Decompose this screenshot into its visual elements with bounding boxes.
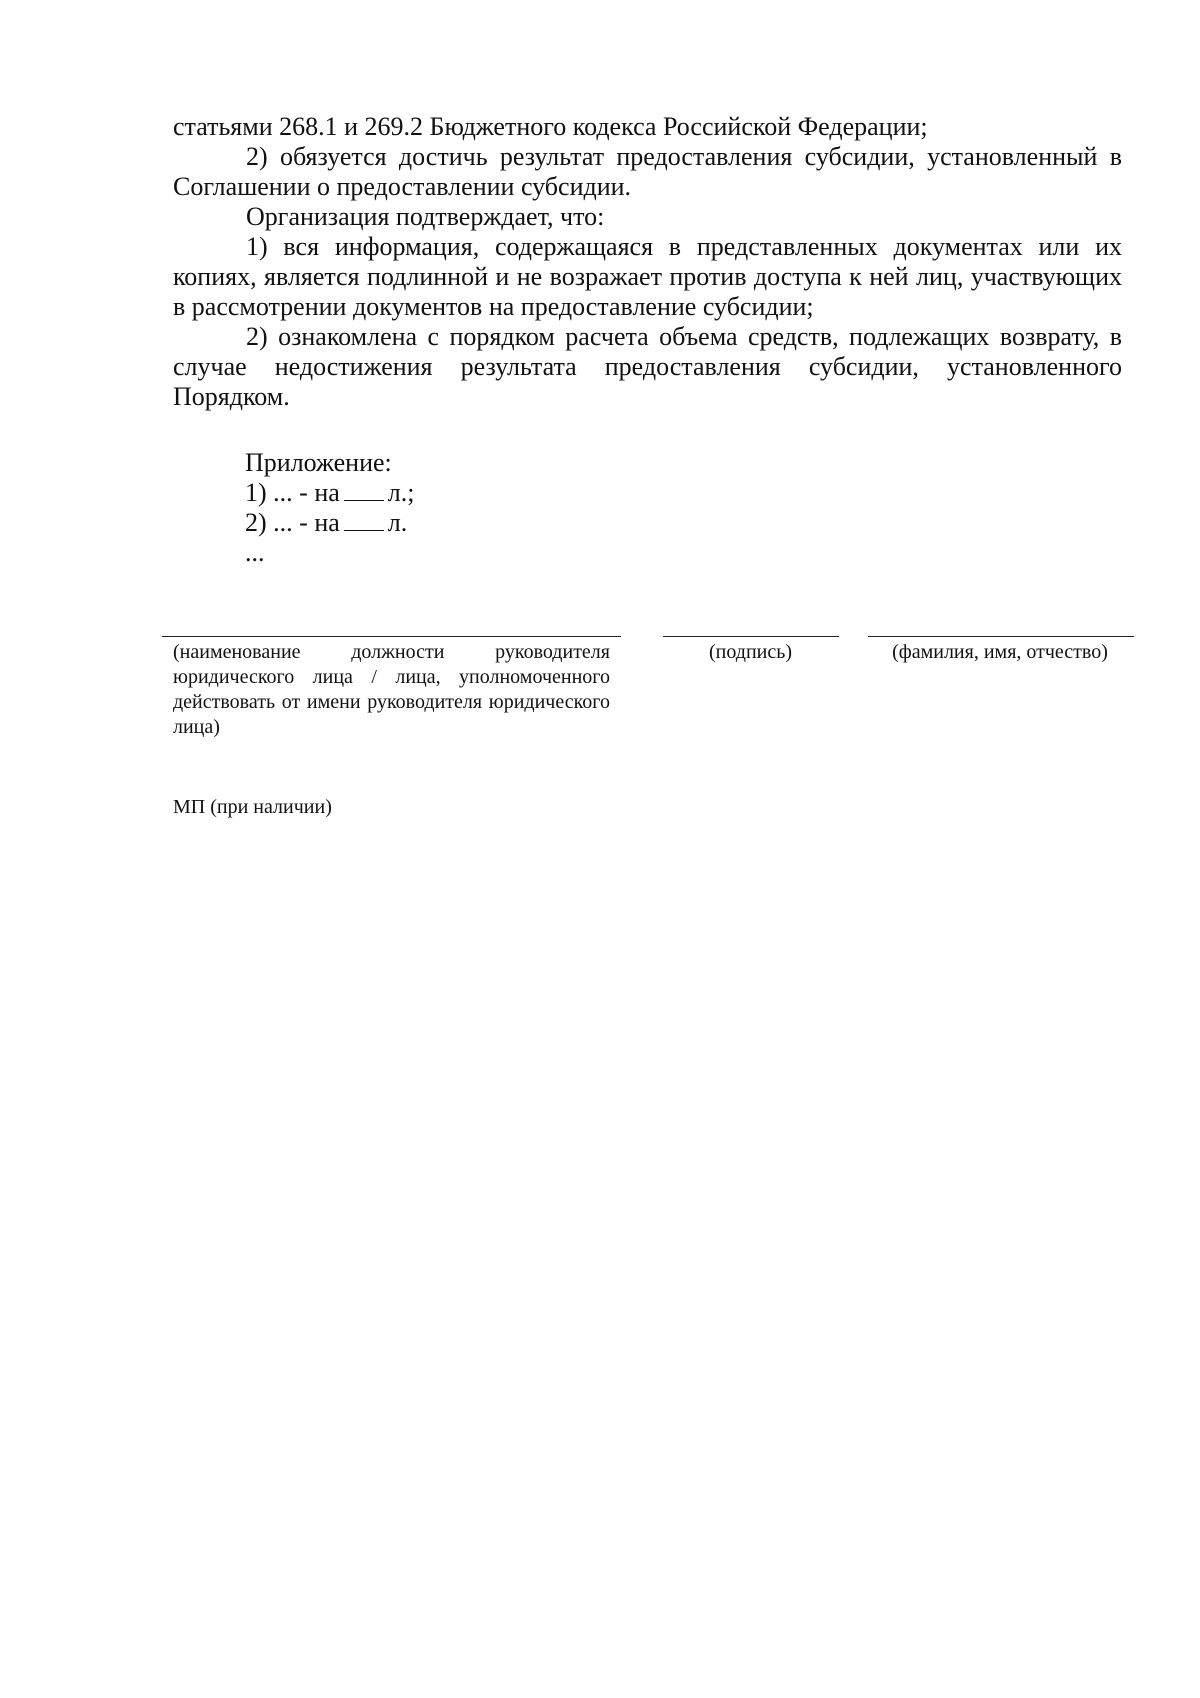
appendix-ellipsis: ... xyxy=(245,538,265,567)
position-signature-line xyxy=(162,636,621,637)
page-count-blank xyxy=(344,480,384,501)
appendix-item-prefix: 1) ... - на xyxy=(245,478,340,507)
full-name-line xyxy=(868,636,1134,637)
page-count-blank xyxy=(344,510,384,531)
paragraph-refund-procedure: 2) ознакомлена с порядком расчета объема средств, подлежащих возврату, в случае недостижения результата предоставления субсидии, установленного Порядком. xyxy=(173,322,1122,411)
paragraph-budget-code: статьями 268.1 и 269.2 Бюджетного кодекса Российской Федерации; xyxy=(173,112,928,141)
paragraph-commitment-result: 2) обязуется достичь результат предоставления субсидии, установленный в Соглашении о предоставлении субсидии. xyxy=(173,142,1122,201)
appendix-title: Приложение: xyxy=(245,448,392,477)
appendix-list xyxy=(245,448,414,568)
paragraph-organization-confirms: Организация подтверждает, что: xyxy=(246,202,605,231)
full-name-caption: (фамилия, имя, отчество) xyxy=(892,641,1108,663)
appendix-item-suffix: л. xyxy=(387,508,408,537)
stamp-placeholder: МП (при наличии) xyxy=(173,796,332,818)
position-caption: (наименование должности руководителя юридического лица / лица, уполномоченного действовать от имени руководителя юридического лица) xyxy=(173,641,610,738)
appendix-item xyxy=(245,508,414,538)
signature-caption: (подпись) xyxy=(708,641,793,663)
paragraph-information-authentic: 1) вся информация, содержащаяся в представленных документах или их копиях, является подлинной и не возражает против доступа к ней лиц, участвующих в рассмотрении документов на предоставление субсидии; xyxy=(173,232,1122,321)
appendix-item xyxy=(245,478,414,508)
signature-line xyxy=(663,636,839,637)
appendix-item-prefix: 2) ... - на xyxy=(245,508,340,537)
appendix-item-suffix: л.; xyxy=(387,478,415,507)
document-body xyxy=(173,112,1122,412)
